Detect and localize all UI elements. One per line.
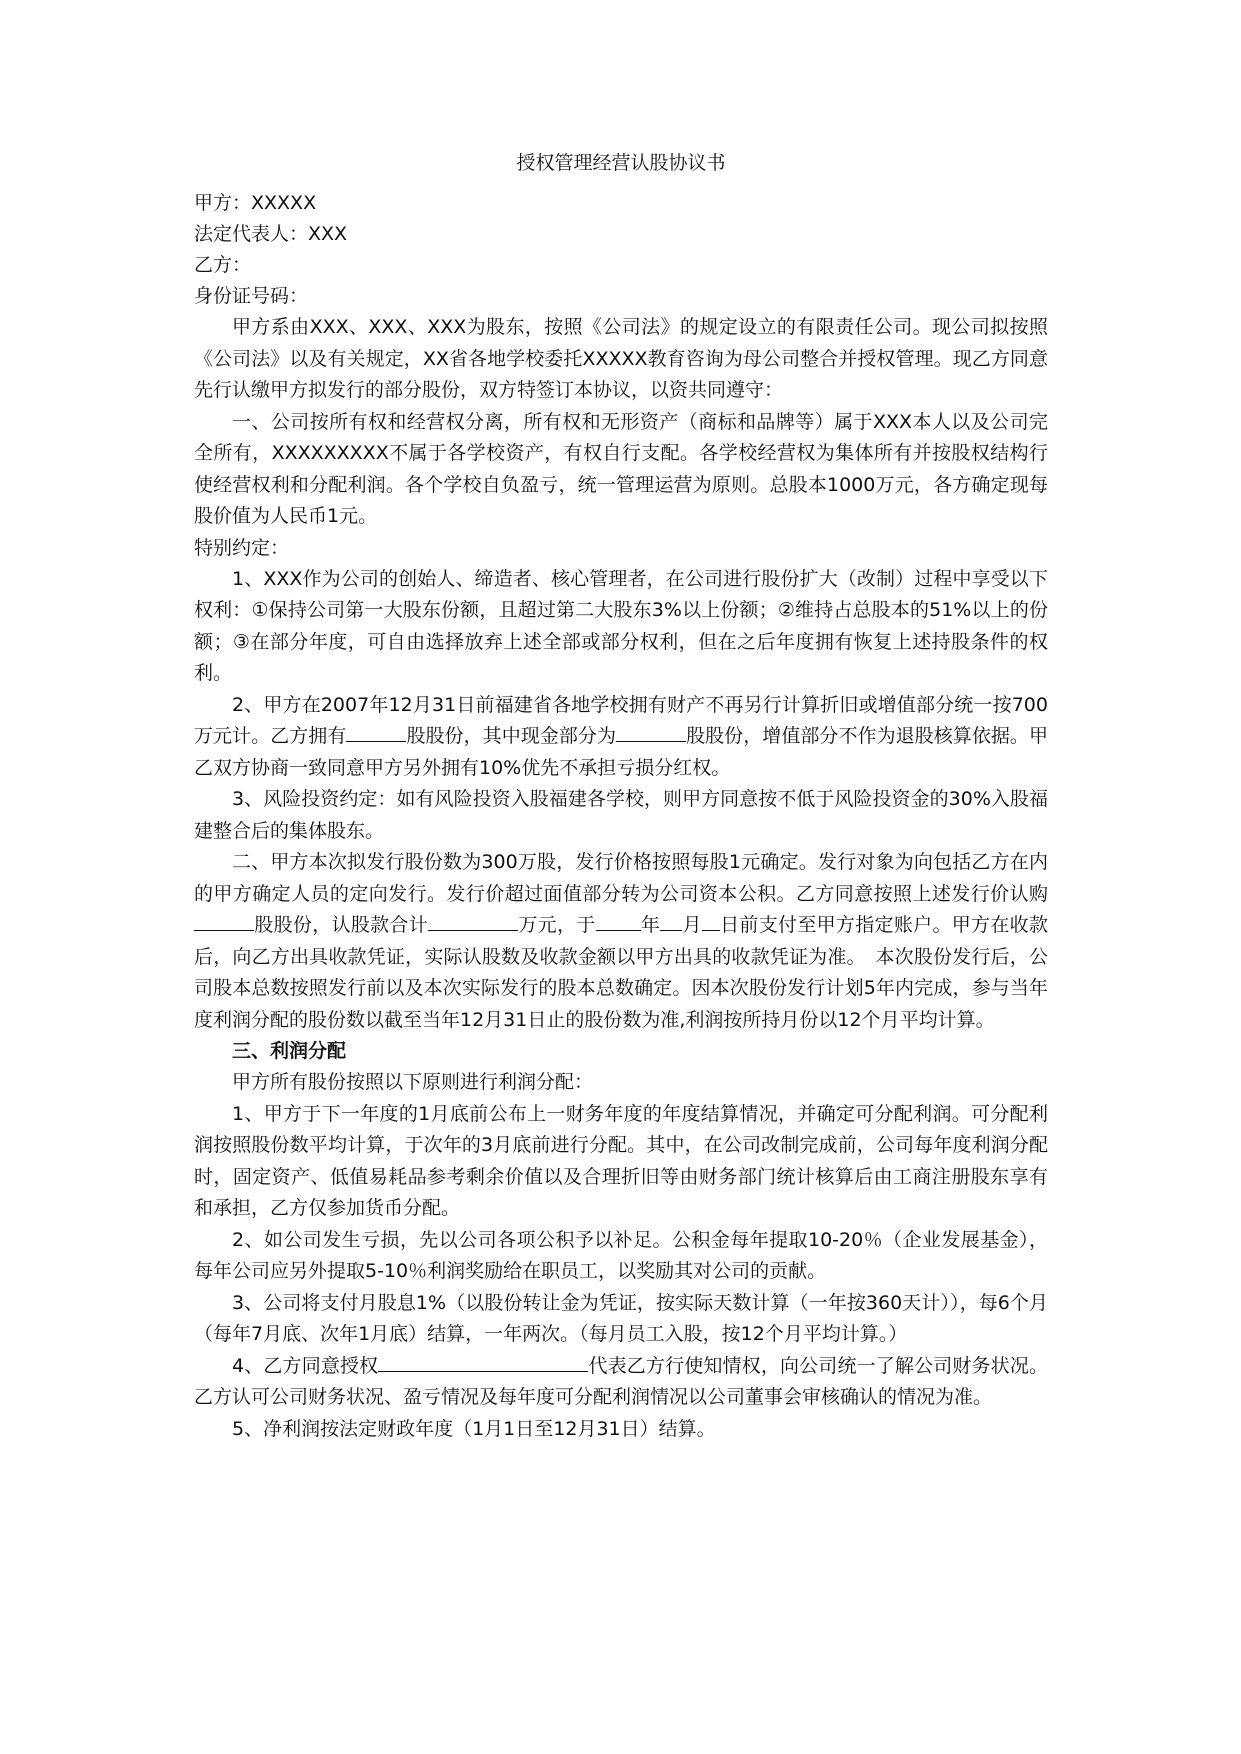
special-2-text-a: 2、甲方在2007年12月31日前福建省各地学校拥有财产不再另行计算折旧或增值部分统一按700万元计。乙方拥有: [194, 693, 1048, 747]
article-2-text-d: 年: [640, 914, 661, 936]
special-clause-2: [194, 690, 1048, 785]
article-1-paragraph: 一、公司按所有权和经营权分离，所有权和无形资产（商标和品牌等）属于XXX本人以及公司完全所有，XXXXXXXXX不属于各学校资产，有权自行支配。各学校经营权为集体所有并按股权结构行使经营权利和分配利润。各个学校自负盈亏，统一管理运营为原则。总股本1000万元，各方确定现每股价值为人民币1元。: [194, 410, 1048, 527]
agreement-page: [194, 148, 1048, 1445]
subscribe-shares-blank: [194, 913, 254, 931]
article-2-text-f: 日前支付至甲方指定账户。甲方在收款后，向乙方出具收款凭证，实际认股数及收款金额以甲方出具的收款凭证为准。 本次股份发行后，公司股本总数按照发行前以及本次实际发行的股本总数确定。因本次股份发行计划5年内完成，参与当年度利润分配的股份数以截至当年12月31日止的股份数为准,利润按所持月份以12个月平均计算。: [194, 914, 1048, 1031]
id-number-line: 身份证号码：: [194, 285, 309, 307]
special-clause-1: 1、XXX作为公司的创始人、缔造者、核心管理者，在公司进行股份扩大（改制）过程中享受以下权利：①保持公司第一大股东份额，且超过第二大股东3%以上份额；②维持占总股本的51%以上的份额；③在部分年度，可自由选择放弃上述全部或部分权利，但在之后年度拥有恢复上述持股条件的权利。: [194, 567, 1048, 684]
authorized-person-blank: [378, 1354, 588, 1372]
document-title: 授权管理经营认股协议书: [516, 152, 726, 174]
special-2-text-c: 股股份，增值部分不作为退股核算依据。甲乙双方协商一致同意甲方另外拥有10%优先不承担亏损分红权。: [194, 725, 1048, 779]
profit-clause-1: 1、甲方于下一年度的1月底前公布上一财务年度的年度结算情况，并确定可分配利润。可分配利润按照股份数平均计算，于次年的3月底前进行分配。其中，在公司改制完成前，公司每年度利润分配时，固定资产、低值易耗品参考剩余价值以及合理折旧等由财务部门统计核算后由工商注册股东享有和承担，乙方仅参加货币分配。: [194, 1102, 1048, 1219]
article-2-paragraph: [194, 847, 1048, 1036]
month-blank: [660, 913, 682, 931]
article-2-text-c: 万元，于: [518, 914, 596, 936]
legal-rep-line: 法定代表人：XXX: [194, 223, 348, 245]
special-heading: 特别约定：: [194, 536, 290, 559]
special-clause-3: 3、风险投资约定：如有风险投资入股福建各学校，则甲方同意按不低于风险投资金的30%入股福建整合后的集体股东。: [194, 788, 1048, 842]
day-blank: [702, 913, 720, 931]
article-3-heading: 三、利润分配: [232, 1040, 347, 1062]
profit-clause-3: 3、公司将支付月股息1%（以股份转让金为凭证，按实际天数计算（一年按360天计）），每6个月（每年7月底、次年1月底）结算，一年两次。（每月员工入股，按12个月平均计算。）: [194, 1291, 1048, 1345]
profit-clause-4: [194, 1351, 1048, 1414]
cash-shares-blank: [616, 724, 686, 742]
article-2-text-b: 股股份，认股款合计: [254, 914, 429, 936]
article-2-text-a: 二、甲方本次拟发行股份数为300万股，发行价格按照每股1元确定。发行对象为向包括乙方在内的甲方确定人员的定向发行。发行价超过面值部分转为公司资本公积。乙方同意按照上述发行价认购: [194, 851, 1048, 905]
article-3-intro: 甲方所有股份按照以下原则进行利润分配：: [232, 1071, 594, 1093]
profit-4-text-b: 代表乙方行使知情权，向公司统一了解公司财务状况。乙方认可公司财务状况、盈亏情况及每年度可分配利润情况以公司董事会审核确认的情况为准。: [194, 1354, 1048, 1408]
year-blank: [596, 913, 641, 931]
profit-clause-2: 2、如公司发生亏损，先以公司各项公积予以补足。公积金每年提取10-20％（企业发展基金），每年公司应另外提取5-10％利润奖励给在职员工，以奖励其对公司的贡献。: [194, 1228, 1048, 1282]
party-b-line: 乙方：: [194, 254, 252, 276]
intro-paragraph: 甲方系由XXX、XXX、XXX为股东，按照《公司法》的规定设立的有限责任公司。现公司拟按照《公司法》以及有关规定，XX省各地学校委托XXXXX教育咨询为母公司整合并授权管理。现乙方同意先行认缴甲方拟发行的部分股份，双方特签订本协议，以资共同遵守：: [194, 316, 1048, 401]
profit-clause-5: 5、净利润按法定财政年度（1月1日至12月31日）结算。: [232, 1417, 716, 1440]
party-a-line: 甲方：XXXXX: [194, 192, 317, 214]
profit-4-text-a: 4、乙方同意授权: [232, 1354, 379, 1377]
special-2-text-b: 股股份，其中现金部分为: [406, 725, 617, 747]
shares-blank: [346, 724, 406, 742]
article-2-text-e: 月: [682, 914, 702, 936]
amount-blank: [428, 913, 518, 931]
